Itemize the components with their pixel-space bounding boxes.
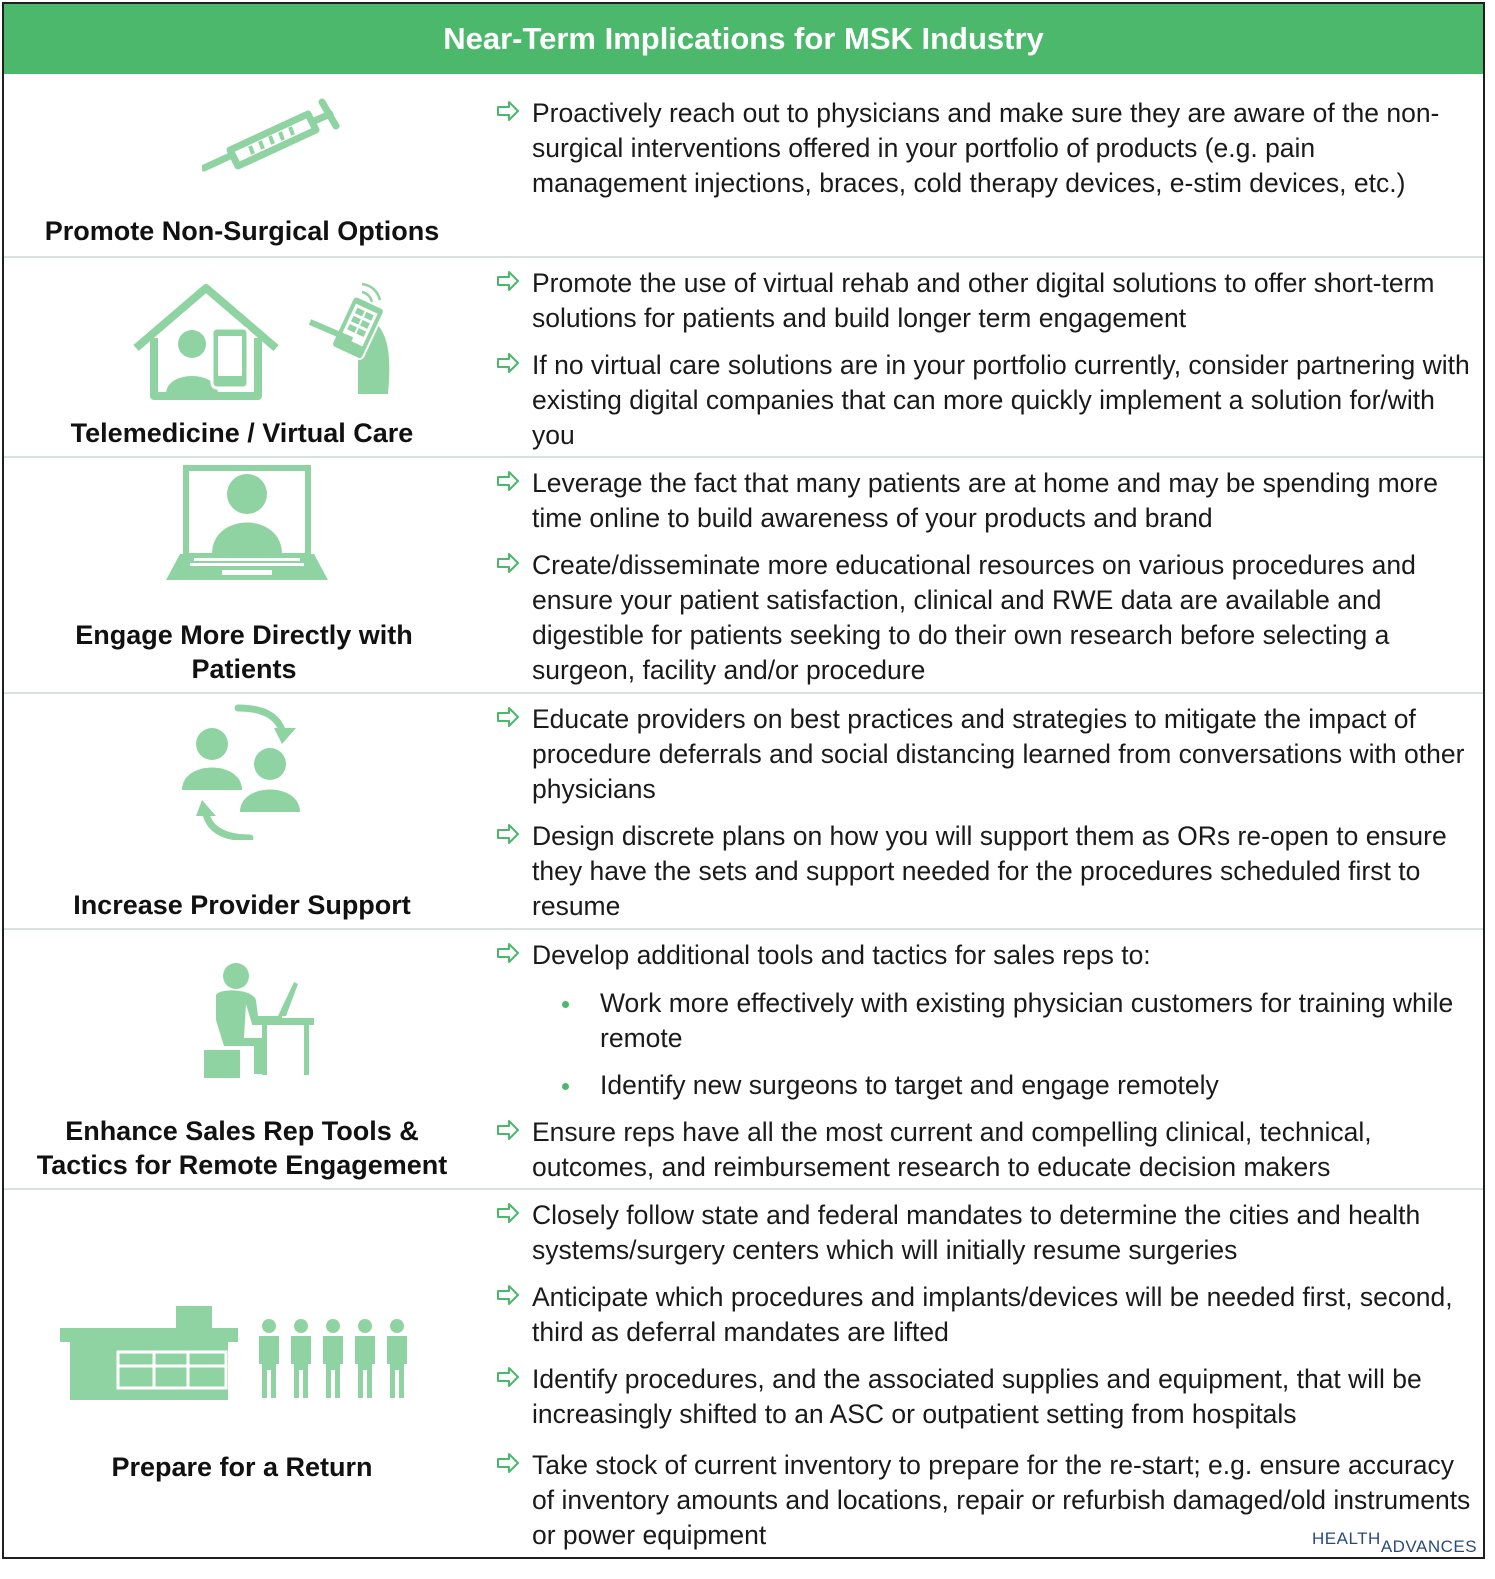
row-telemedicine: Telemedicine / Virtual Care Promote the use of virtual rehab and other digital solutions to offer short-term solutions for patients and build longer term engagement If no virtual care solutions are in your portfolio currently, consider partnering with existing digital companies that can more quickly implement a solution for/with you: [4, 256, 1483, 458]
page-title: Near-Term Implications for MSK Industry: [4, 4, 1483, 74]
arrow-bullet-icon: [496, 941, 520, 965]
people-exchange-icon: [178, 704, 304, 840]
arrow-bullet-icon: [496, 551, 520, 575]
row-label: Telemedicine / Virtual Care: [70, 418, 414, 448]
row-sales-rep-tools: Enhance Sales Rep Tools & Tactics for Remote Engagement Develop additional tools and tactics for sales reps to: Work more effectively with existing physician customers for training while remote Identify new surgeons to target and engage remotely Ensure reps have all the most current and compelling clinical, technical, outcomes, and reimbursement research to educate decision makers: [4, 928, 1483, 1190]
dot-bullet-icon: [562, 1083, 569, 1090]
row-prepare-return: Prepare for a Return Closely follow state and federal mandates to determine the cities and health systems/surgery centers which will initially resume surgeries Anticipate which procedures and implants/devices will be needed first, second, third as deferral mandates are lifted Identify procedures, and the associated supplies and equipment, that will be increasingly shifted to an ASC or outpatient setting from hospitals Take stock of current inventory to prepare for the re-start; e.g. ensure accuracy of inventory amounts and locations, repair or refurbish damaged/old instruments or power equipment: [4, 1188, 1483, 1559]
arrow-bullet-icon: [496, 1118, 520, 1142]
arrow-bullet-icon: [496, 351, 520, 375]
row-label: Engage More Directly with Patients: [75, 620, 413, 684]
row-promote-non-surgical: Promote Non-Surgical Options Proactively reach out to physicians and make sure they are aware of the non-surgical interventions offered in your portfolio of products (e.g. pain management injections, braces, cold therapy devices, e-stim devices, etc.): [4, 74, 1483, 256]
arrow-bullet-icon: [496, 99, 520, 123]
arrow-bullet-icon: [496, 1451, 520, 1475]
arrow-bullet-icon: [496, 269, 520, 293]
arrow-bullet-icon: [496, 1201, 520, 1225]
infographic-frame: [2, 2, 1485, 1559]
arrow-bullet-icon: [496, 705, 520, 729]
arrow-bullet-icon: [496, 469, 520, 493]
syringe-icon: [202, 96, 342, 172]
arrow-bullet-icon: [496, 1365, 520, 1389]
arrow-bullet-icon: [496, 1283, 520, 1307]
home-telehealth-icon: [130, 282, 396, 402]
row-provider-support: Increase Provider Support Educate providers on best practices and strategies to mitigate the impact of procedure deferrals and social distancing learned from conversations with other physicians Design discrete plans on how you will support them as ORs re-open to ensure they have the sets and support needed for the procedures scheduled first to resume: [4, 692, 1483, 930]
arrow-bullet-icon: [496, 822, 520, 846]
building-people-icon: [60, 1306, 412, 1400]
row-label: Prepare for a Return: [111, 1452, 373, 1482]
row-label: Enhance Sales Rep Tools & Tactics for Remote Engagement: [36, 1116, 448, 1180]
health-advances-logo: HEALTHADVANCES: [1312, 1529, 1478, 1556]
person-at-desk-icon: [200, 960, 316, 1080]
row-engage-patients: Engage More Directly with Patients Leverage the fact that many patients are at home and may be spending more time online to build awareness of your products and brand Create/disseminate more educational resources on various procedures and ensure your patient satisfaction, clinical and RWE data are available and digestible for patients seeking to do their own research before selecting a surgeon, facility and/or procedure: [4, 456, 1483, 694]
laptop-person-icon: [166, 464, 328, 582]
dot-bullet-icon: [562, 1001, 569, 1008]
row-label: Promote Non-Surgical Options: [44, 216, 440, 246]
row-label: Increase Provider Support: [73, 890, 411, 920]
